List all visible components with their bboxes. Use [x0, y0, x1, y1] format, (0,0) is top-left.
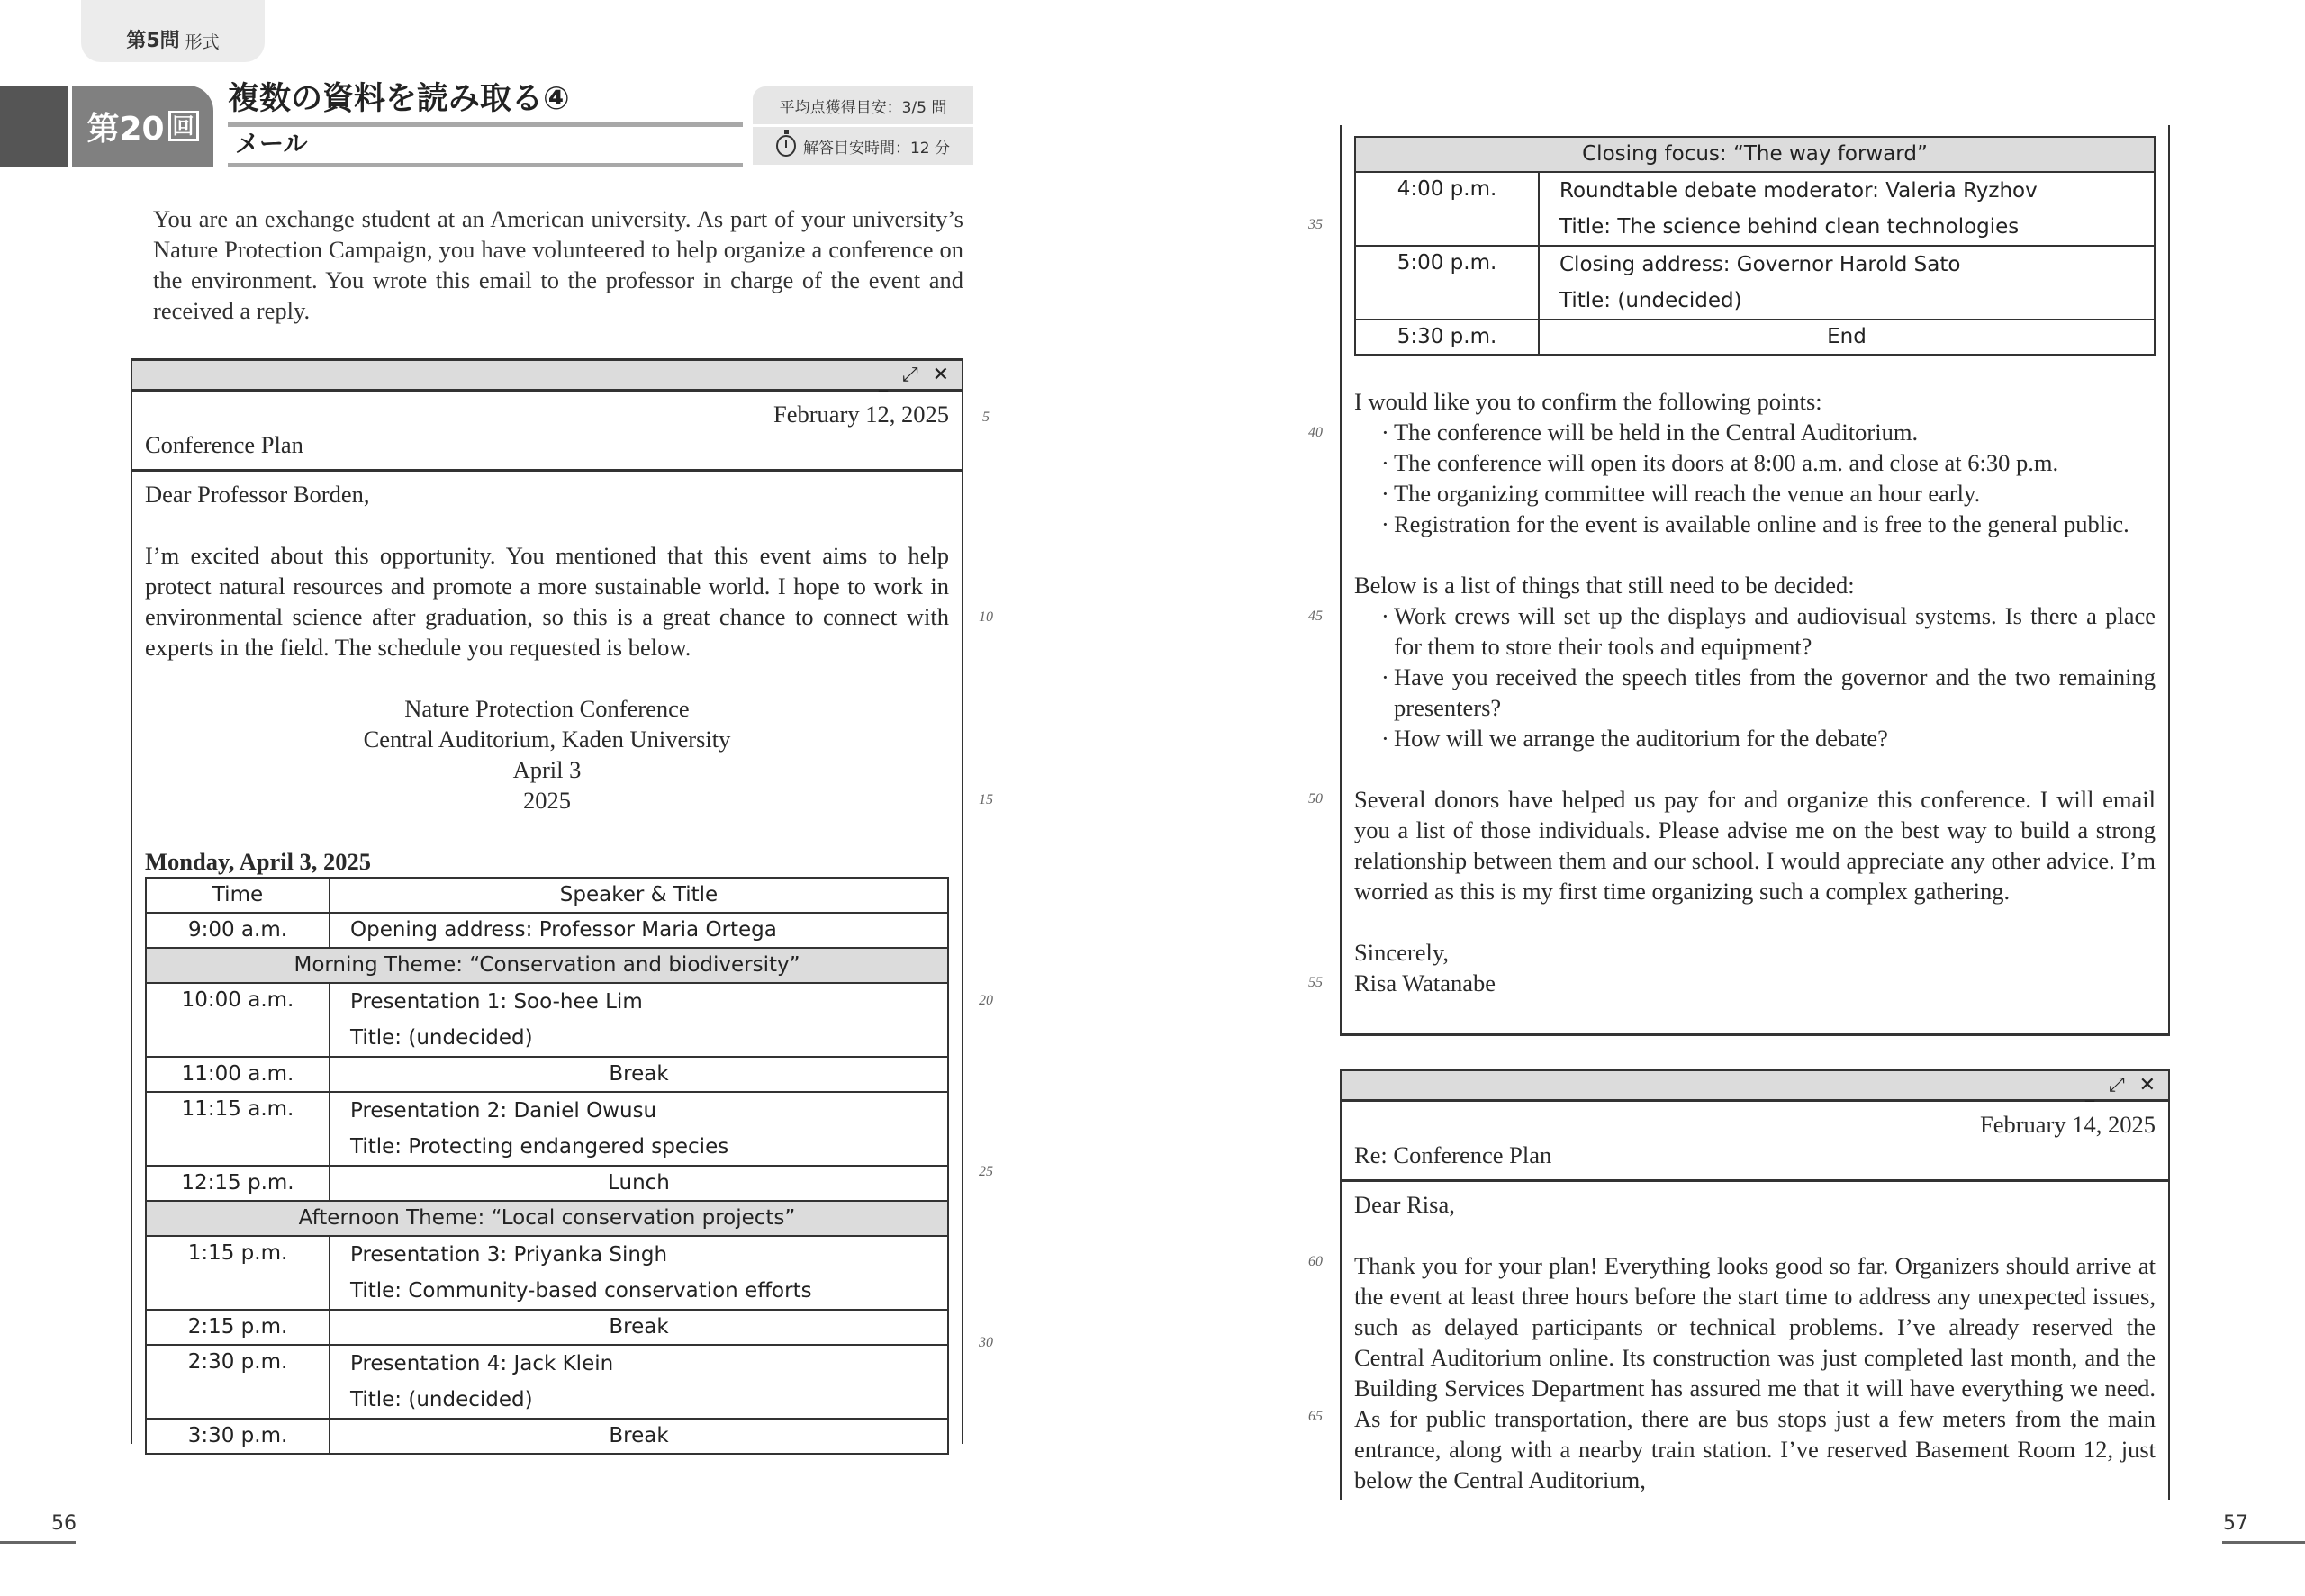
bullet-point: · How will we arrange the auditorium for the debate?: [1381, 723, 2156, 753]
line-number: 15: [979, 792, 993, 807]
format-tab: [81, 0, 265, 62]
page-rule-right: [2222, 1541, 2305, 1544]
schedule-label: Break: [330, 1057, 948, 1092]
line-number: 30: [979, 1335, 993, 1350]
schedule-speaker: [330, 1236, 948, 1310]
schedule-row: [1355, 320, 2155, 355]
schedule-row: [146, 1236, 948, 1310]
line-number: 50: [1308, 791, 1323, 807]
schedule-time: 12:15 p.m.: [146, 1166, 330, 1201]
schedule-time: 4:00 p.m.: [1355, 172, 1539, 246]
confirm-intro: I would like you to confirm the following points:: [1354, 388, 1822, 415]
bullet-point: · Registration for the event is available online and is free to the general public.: [1381, 509, 2156, 539]
title-line: Title: (undecided): [350, 1026, 533, 1050]
schedule-label: End: [1539, 320, 2155, 355]
schedule-row: [1355, 246, 2155, 320]
email-greeting: Dear Professor Borden,: [145, 481, 370, 508]
undecided-intro: Below is a list of things that still need to be decided:: [1354, 572, 1855, 599]
schedule-speaker: [1539, 246, 2155, 320]
minimize-icon[interactable]: _: [878, 369, 888, 392]
intro-paragraph: You are an exchange student at an American university. As part of your university’s Nature Protection Campaign, you have volunteered to help organize a conference on the environment. You wrote this email to the professor in charge of the event and received a reply.: [153, 205, 963, 324]
schedule-label: Break: [330, 1310, 948, 1345]
email-window-2: [1340, 1069, 2170, 1500]
schedule-label: Lunch: [330, 1166, 948, 1201]
schedule-theme-row: [146, 1201, 948, 1236]
column-header-speaker: Speaker & Title: [330, 878, 948, 913]
round-number: 第20: [86, 110, 165, 148]
page-subtitle: メール: [235, 131, 308, 158]
event-year: 2025: [523, 787, 571, 814]
email-window-1: [131, 358, 963, 1447]
title-line: Title: (undecided): [350, 1388, 533, 1411]
line-number: 35: [1308, 217, 1323, 232]
round-suffix: 回: [168, 111, 199, 141]
maximize-icon[interactable]: ⤢: [2108, 1074, 2125, 1096]
bullet-point: · Work crews will set up the displays and audiovisual systems. Is there a place for them to store their tools and equipment?: [1381, 600, 2156, 662]
line-number: 55: [1308, 975, 1323, 990]
schedule-time: 10:00 a.m.: [146, 983, 330, 1057]
schedule-table-continued: [1354, 136, 2156, 356]
undecided-points-list: [1354, 600, 2156, 753]
confirm-points-list: [1354, 417, 2156, 539]
speaker-line: Presentation 4: Jack Klein: [350, 1352, 614, 1375]
format-tab-suffix: 形式: [185, 32, 220, 52]
speaker-line: Presentation 2: Daniel Owusu: [350, 1099, 657, 1123]
schedule-row: [146, 1057, 948, 1092]
round-label: [72, 86, 213, 167]
theme-label: Morning Theme: “Conservation and biodiversity”: [146, 948, 948, 983]
bullet-point: · The organizing committee will reach the venue an hour early.: [1381, 478, 2156, 509]
schedule-time: 1:15 p.m.: [146, 1236, 330, 1310]
email-body: [132, 472, 962, 1455]
line-number: 5: [982, 410, 990, 425]
page-title: 複数の資料を読み取る④: [228, 81, 570, 117]
header-accent-bar: [0, 86, 68, 167]
target-score-text: 平均点獲得目安：3/5 問: [779, 98, 947, 117]
email-subject: Re: Conference Plan: [1354, 1141, 1552, 1168]
schedule-label: Break: [330, 1419, 948, 1454]
schedule-speaker: [1539, 172, 2155, 246]
time-target-badge: [753, 127, 973, 165]
schedule-time: 2:30 p.m.: [146, 1345, 330, 1419]
bullet-point: · Have you received the speech titles from the governor and the two remaining presenters?: [1381, 662, 2156, 723]
schedule-speaker: [330, 1092, 948, 1166]
line-number: 40: [1308, 425, 1323, 440]
email-window-1-continued: [1340, 125, 2170, 1036]
schedule-row: [1355, 172, 2155, 246]
line-number: 65: [1308, 1409, 1323, 1424]
event-venue: Central Auditorium, Kaden University: [363, 726, 731, 753]
schedule-time: 3:30 p.m.: [146, 1419, 330, 1454]
schedule-heading: Monday, April 3, 2025: [145, 848, 372, 875]
schedule-row: [146, 1166, 948, 1201]
close-icon[interactable]: ✕: [2138, 1074, 2156, 1096]
schedule-time: 9:00 a.m.: [146, 913, 330, 948]
email-date: February 12, 2025: [773, 401, 949, 428]
theme-label: Afternoon Theme: “Local conservation projects”: [146, 1201, 948, 1236]
email-header: [1342, 1102, 2168, 1182]
schedule-theme-row: [146, 948, 948, 983]
email-titlebar: [1342, 1069, 2168, 1102]
schedule-header-row: [146, 878, 948, 913]
title-line: Title: Community-based conservation efforts: [350, 1279, 812, 1303]
schedule-row: [146, 1310, 948, 1345]
email-header: [132, 392, 962, 472]
event-date: April 3: [512, 756, 582, 783]
close-icon[interactable]: ✕: [932, 364, 949, 386]
schedule-speaker: [330, 1345, 948, 1419]
target-score-badge: [753, 86, 973, 124]
schedule-time: 5:30 p.m.: [1355, 320, 1539, 355]
schedule-speaker: [330, 913, 948, 948]
schedule-speaker: [330, 983, 948, 1057]
format-tab-main: 第5問: [126, 30, 180, 52]
column-header-time: Time: [146, 878, 330, 913]
line-number: 45: [1308, 609, 1323, 624]
line-number: 10: [979, 609, 993, 625]
line-number: 60: [1308, 1254, 1323, 1269]
speaker-line: Roundtable debate moderator: Valeria Ryzhov: [1559, 179, 2038, 203]
bullet-point: · The conference will open its doors at 8:00 a.m. and close at 6:30 p.m.: [1381, 447, 2156, 478]
page-number-right: 57: [2223, 1512, 2248, 1535]
theme-label: Closing focus: “The way forward”: [1355, 137, 2155, 172]
schedule-theme-row: [1355, 137, 2155, 172]
minimize-icon[interactable]: _: [2084, 1079, 2094, 1102]
schedule-row: [146, 1419, 948, 1454]
email-paragraph: I’m excited about this opportunity. You mentioned that this event aims to help protect natural resources and promote a more sustainable world. I hope to work in environmental science after graduation, so this is a great chance to connect with experts in the field. The schedule you requested is below.: [145, 542, 949, 661]
email-body-continued: [1342, 125, 2168, 998]
speaker-line: Presentation 1: Soo-hee Lim: [350, 990, 643, 1014]
schedule-time: 11:00 a.m.: [146, 1057, 330, 1092]
schedule-time: 2:15 p.m.: [146, 1310, 330, 1345]
schedule-row: [146, 1092, 948, 1166]
page-number-left: 56: [51, 1512, 77, 1535]
speaker-line: Opening address: Professor Maria Ortega: [350, 918, 777, 942]
email-closing: Sincerely,: [1354, 939, 1449, 966]
schedule-row: [146, 913, 948, 948]
schedule-row: [146, 983, 948, 1057]
speaker-line: Closing address: Governor Harold Sato: [1559, 253, 1961, 276]
event-name: Nature Protection Conference: [404, 695, 690, 722]
stopwatch-icon: [776, 135, 796, 157]
email-subject: Conference Plan: [145, 431, 303, 458]
schedule-row: [146, 1345, 948, 1419]
donors-paragraph: Several donors have helped us pay for and organize this conference. I will email you a list of those individuals. Please advise me on the best way to build a strong relationship between them and our school. I would appreciate any other advice. I’m worried as this is my first time organizing such a complex gathering.: [1354, 786, 2156, 905]
maximize-icon[interactable]: ⤢: [901, 364, 918, 386]
email-body: [1342, 1182, 2168, 1495]
time-target-text: 解答目安時間：12 分: [802, 139, 951, 158]
email-date: February 14, 2025: [1979, 1111, 2156, 1138]
email-greeting: Dear Risa,: [1354, 1191, 1455, 1218]
email-titlebar: [132, 358, 962, 392]
title-line: Title: The science behind clean technologies: [1559, 215, 2020, 239]
line-number: 20: [979, 993, 993, 1008]
title-line: Title: (undecided): [1559, 289, 1742, 312]
email-signature: Risa Watanabe: [1354, 969, 1496, 996]
line-number: 25: [979, 1164, 993, 1179]
schedule-time: 11:15 a.m.: [146, 1092, 330, 1166]
title-line: Title: Protecting endangered species: [350, 1135, 729, 1159]
speaker-line: Presentation 3: Priyanka Singh: [350, 1243, 668, 1267]
subtitle-divider: [228, 163, 743, 167]
bullet-point: · The conference will be held in the Central Auditorium.: [1381, 417, 2156, 447]
schedule-table: [145, 877, 949, 1455]
page-rule-left: [0, 1541, 76, 1544]
schedule-time: 5:00 p.m.: [1355, 246, 1539, 320]
email-paragraph: Thank you for your plan! Everything looks good so far. Organizers should arrive at the event at least three hours before the start time to address any unexpected issues, such as delayed participants or technical problems. I’ve already reserved the Central Auditorium online. Its construction was just completed last month, and the Building Services Department has assured me that it will have everything we need. As for public transportation, there are bus stops just a few meters from the main entrance, along with a nearby train station. I’ve reserved Basement Room 12, just below the Central Auditorium,: [1354, 1252, 2156, 1493]
